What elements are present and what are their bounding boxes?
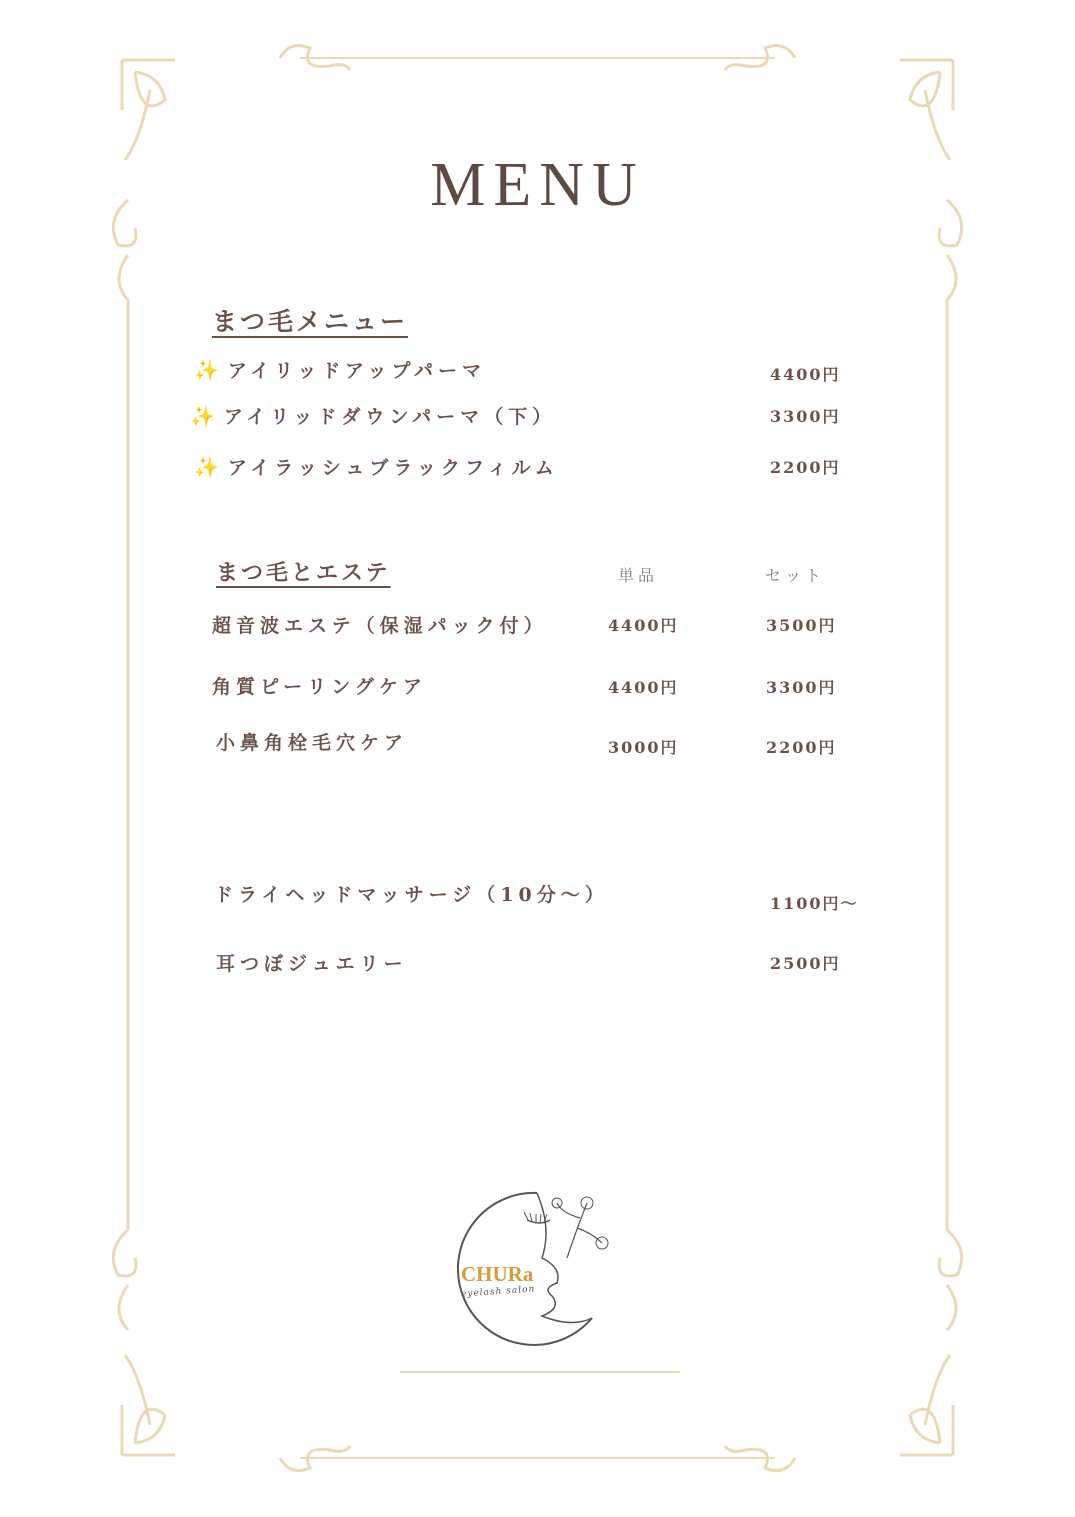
item-price-set: 3500円 bbox=[766, 616, 837, 635]
sparkles-icon: ✨ bbox=[190, 404, 220, 428]
item-name: アイリッドアップパーマ bbox=[227, 360, 487, 382]
item-price-set: 2200円 bbox=[766, 738, 837, 757]
item-price: 1100円～ bbox=[770, 894, 859, 913]
item-price-single: 3000円 bbox=[608, 738, 679, 757]
column-header-set: セット bbox=[765, 566, 826, 585]
item-name: 小鼻角栓毛穴ケア bbox=[216, 732, 409, 754]
item-price-set: 3300円 bbox=[766, 678, 837, 697]
item-name: アイラッシュブラックフィルム bbox=[227, 457, 559, 479]
item-name: アイリッドダウンパーマ（下） bbox=[223, 406, 557, 428]
menu-item bbox=[194, 356, 486, 383]
item-name: ドライヘッドマッサージ（10分～） bbox=[214, 884, 609, 906]
page-title: MENU bbox=[430, 151, 645, 219]
item-name: 耳つぼジュエリー bbox=[216, 953, 408, 975]
menu-item bbox=[190, 402, 556, 429]
item-price: 2500円 bbox=[770, 954, 841, 973]
menu-item bbox=[194, 453, 559, 480]
logo-tagline: eyelash salon bbox=[460, 1284, 536, 1300]
sparkles-icon: ✨ bbox=[194, 455, 224, 479]
item-price-single: 4400円 bbox=[608, 678, 679, 697]
item-price: 3300円 bbox=[770, 407, 841, 426]
item-price-single: 4400円 bbox=[608, 616, 679, 635]
section-heading-esthe: まつ毛とエステ bbox=[216, 560, 391, 586]
column-header-single: 単品 bbox=[618, 566, 659, 585]
sparkles-icon: ✨ bbox=[194, 358, 224, 382]
item-name: 超音波エステ（保湿パック付） bbox=[212, 615, 548, 637]
section-heading-eyelash: まつ毛メニュー bbox=[212, 307, 409, 336]
logo-brand: CHURa bbox=[461, 1262, 534, 1286]
item-price: 2200円 bbox=[770, 458, 841, 477]
item-name: 角質ピーリングケア bbox=[212, 676, 427, 698]
item-price: 4400円 bbox=[770, 365, 841, 384]
